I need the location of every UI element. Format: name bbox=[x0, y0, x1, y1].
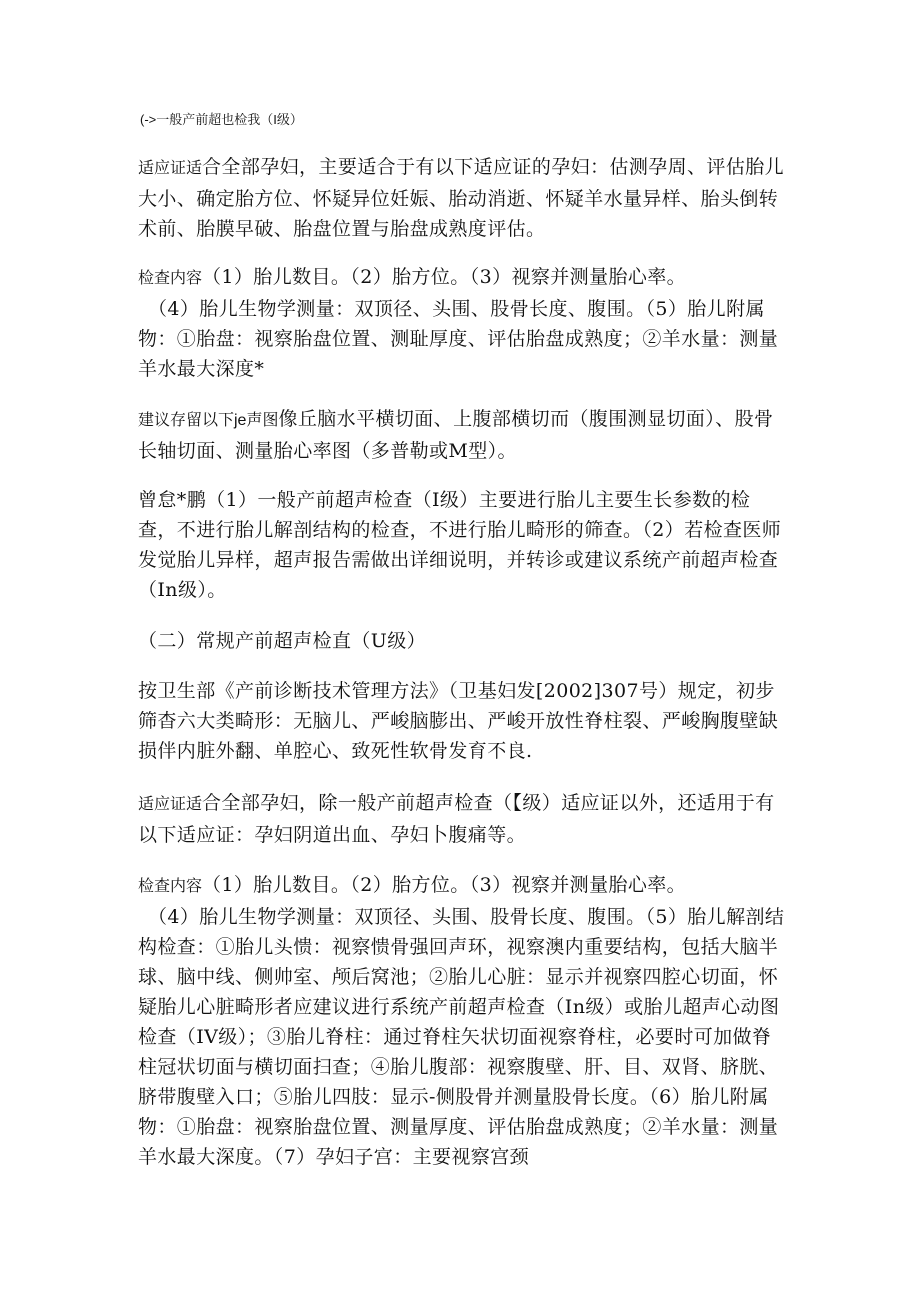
regulation-text: 按卫生部《产前诊断技术管理方法》（卫基妇发[2002]307号）规定，初步筛杳六大类畸形：无脑儿、严峻脑膨出、严峻开放性脊柱裂、严峻胸腹壁缺损伴内脏外翻、单腔心、致死性软骨发育不良. bbox=[138, 680, 779, 762]
content-lead: 检查内容 bbox=[138, 270, 203, 287]
section1-indications-paragraph bbox=[138, 152, 788, 244]
section1-notes-paragraph bbox=[138, 485, 788, 605]
section2-heading: （二）常规产前超声检直（U级） bbox=[138, 630, 427, 652]
indications-lead: 适应证适 bbox=[138, 160, 203, 177]
images-text: 像丘脑水平横切面、上腹部横切而（腹围测显切面）、股骨长轴切面、测量胎心率图（多普勒或M型）。 bbox=[138, 408, 774, 462]
content-text: （4）胎儿生物学测量：双顶径、头围、股骨长度、腹围。（5）胎儿附属物：①胎盘：视察胎盘位置、测耻厚度、评估胎盘成熟度；②羊水量：测量羊水最大深度* bbox=[138, 298, 779, 380]
indications2-text: 合全部孕妇，除一般产前超声检查（【级）适应证以外，还适用于有以下适应证：孕妇阴道出血、孕妇卜腹痛等。 bbox=[138, 792, 775, 846]
section1-images-paragraph bbox=[138, 404, 788, 466]
section2-indications-paragraph bbox=[138, 788, 788, 850]
indications2-lead: 适应证适 bbox=[138, 796, 203, 813]
section1-heading: (->一般产前超也检我（I级） bbox=[140, 112, 303, 127]
indications-text: 合全部孕妇，主要适合于有以下适应证的孕妇：估测孕周、评估胎儿大小、确定胎方位、怀疑异位妊娠、胎动消逝、怀疑羊水量异样、胎头倒转术前、胎膜早破、胎盘位置与胎盘成熟度评估。 bbox=[138, 156, 785, 240]
section2-regulation-paragraph bbox=[138, 676, 788, 766]
section1-content-paragraph bbox=[138, 262, 788, 384]
section2-content-paragraph bbox=[138, 870, 788, 1172]
content-line1: （1）胎儿数目。（2）胎方位。（3）视察并测量胎心率。 bbox=[202, 266, 687, 288]
content2-text: （4）胎儿生物学测量：双顶径、头围、股骨长度、腹围。（5）胎儿解剖结构检查：①胎儿头愦：视察愦骨强回声环，视察澳内重要结构，包括大脑半球、脑中线、侧帅室、颅后窝池；②胎儿心脏：显示并视察四腔心切面，怀疑胎儿心脏畸形者应建议进行系统产前超声检查（In级）或胎儿超声心动图检查（IV级）；③胎儿脊柱：通过脊柱矢状切面视察脊柱，必要时可加做脊柱冠状切面与横切面扫查；④胎儿腹部：视察腹壁、肝、目、双肾、脐胱、脐带腹壁入口；⑤胎儿四肢：显示-侧股骨并测量股骨长度。（6）胎儿附属物：①胎盘：视察胎盘位置、测量厚度、评估胎盘成熟度；②羊水量：测量羊水最大深度。（7）孕妇子宫：主要视察宫颈 bbox=[138, 906, 785, 1168]
content2-line1: （1）胎儿数目。（2）胎方位。（3）视察并测量胎心率。 bbox=[202, 874, 687, 896]
content2-lead: 检查内容 bbox=[138, 878, 203, 895]
notes-text: 曾怠*鹏（1）一般产前超声检查（I级）主要进行胎儿主要生长参数的检查，不进行胎儿解剖结构的检查，不进行胎儿畸形的筛查。（2）若检查医师发觉胎儿异样，超声报告需做出详细说明，并转诊或建议系统产前超声检查（In级）。 bbox=[138, 489, 782, 601]
images-lead: 建议存留以下je声图 bbox=[138, 412, 279, 429]
